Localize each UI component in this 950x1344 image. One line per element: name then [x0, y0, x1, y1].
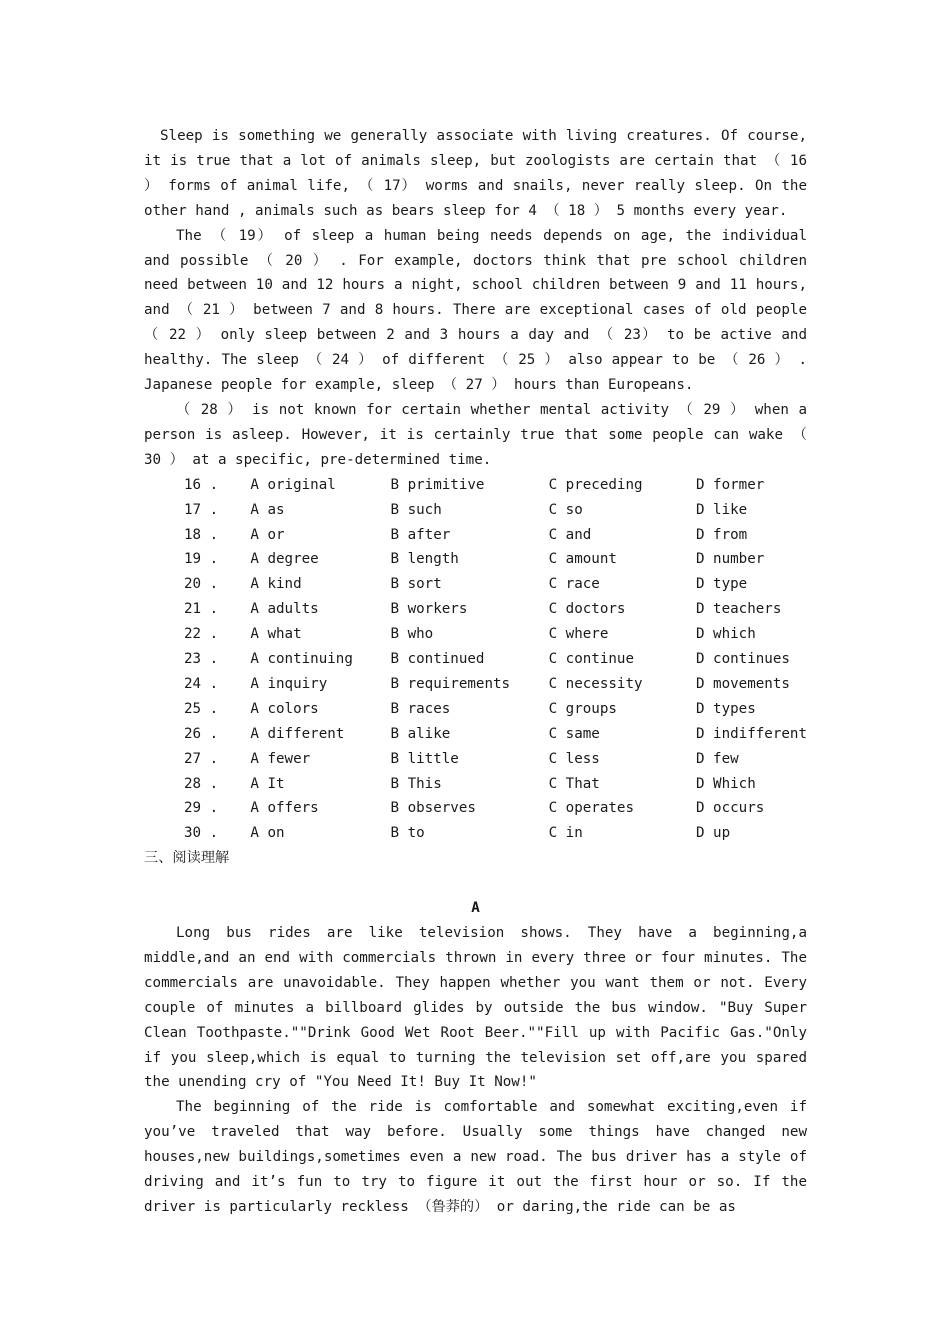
- option-a: A degree: [250, 551, 319, 568]
- option-b: B sort: [390, 576, 442, 593]
- option-d: D teachers: [695, 601, 782, 618]
- option-a: A continuing: [250, 651, 353, 668]
- question-row: [184, 498, 807, 523]
- option-c: C where: [548, 626, 609, 643]
- question-number: 29 .: [184, 800, 219, 817]
- cloze-paragraph-2: The （ 19） of sleep a human being needs depends on age, the individual and possible （ 20 ） . For example, doctors think that pre school children need between 10 and 12 hours a night, school children between 9 and 11 hours, and （ 21 ） between 7 and 8 hours. There are exceptional cases of old people （ 22 ） only sleep between 2 and 3 hours a day and （ 23） to be active and healthy. The sleep （ 24 ） of different （ 25 ） also appear to be （ 26 ） . Japanese people for example, sleep （ 27 ） hours than Europeans.: [144, 227, 807, 394]
- question-number: 21 .: [184, 601, 219, 618]
- option-b: B This: [390, 775, 442, 792]
- option-b: B after: [390, 526, 451, 543]
- option-c: C preceding: [548, 476, 643, 493]
- option-d: D type: [695, 576, 748, 593]
- option-d: D Which: [695, 775, 756, 792]
- option-d: D like: [695, 501, 748, 518]
- option-d: D occurs: [695, 800, 765, 817]
- option-c: C and: [548, 526, 592, 543]
- option-b: B such: [390, 501, 442, 518]
- option-c: C race: [548, 576, 600, 593]
- option-c: C less: [548, 750, 600, 767]
- question-row: [184, 473, 807, 498]
- question-row: [184, 597, 807, 622]
- section-heading: 三、阅读理解: [144, 850, 230, 867]
- option-b: B alike: [390, 725, 451, 742]
- option-b: B workers: [390, 601, 468, 618]
- option-d: D number: [695, 551, 765, 568]
- option-b: B little: [390, 750, 459, 767]
- question-number: 17 .: [184, 501, 219, 518]
- option-b: B requirements: [390, 675, 511, 692]
- option-d: D types: [695, 700, 756, 717]
- option-b: B to: [390, 825, 425, 842]
- option-a: A different: [250, 725, 345, 742]
- option-d: D which: [695, 626, 756, 643]
- option-d: D continues: [695, 651, 790, 668]
- option-c: C necessity: [548, 675, 643, 692]
- reading-paragraph-2: The beginning of the ride is comfortable and somewhat exciting,even if you’ve traveled that way before. Usually some things have changed new houses,new buildings,sometimes even a new road. The bus driver has a style of driving and it’s fun to try to figure it out the first hour or so. If the driver is particularly reckless （鲁莽的） or daring,the ride can be as: [144, 1099, 807, 1215]
- question-row: [184, 622, 807, 647]
- document-page: [144, 124, 807, 1220]
- option-a: A kind: [250, 576, 302, 593]
- question-number: 20 .: [184, 576, 219, 593]
- question-number: 25 .: [184, 700, 219, 717]
- option-a: A on: [250, 825, 285, 842]
- question-row: [184, 821, 807, 846]
- option-a: A colors: [250, 700, 319, 717]
- option-b: B length: [390, 551, 459, 568]
- cloze-paragraph-1: Sleep is something we generally associate with living creatures. Of course, it is true that a lot of animals sleep, but zoologists are certain that （ 16 ） forms of animal life, （ 17） worms and snails, never really sleep. On the other hand , animals such as bears sleep for 4 （ 18 ） 5 months every year.: [144, 128, 807, 219]
- passage-title: A: [471, 900, 480, 917]
- option-c: C so: [548, 501, 583, 518]
- question-row: [184, 572, 807, 597]
- option-d: D up: [695, 825, 731, 842]
- reading-paragraph-1: Long bus rides are like television shows. They have a beginning,a middle,and an end with commercials thrown in every three or four minutes. The commercials are unavoidable. They happen whether you want them or not. Every couple of minutes a billboard glides by outside the bus window. "Buy Super Clean Toothpaste.""Drink Good Wet Root Beer.""Fill up with Pacific Gas."Only if you sleep,which is equal to turning the television set off,are you spared the unending cry of "You Need It! Buy It Now!": [144, 924, 807, 1091]
- question-number: 28 .: [184, 775, 219, 792]
- option-a: A what: [250, 626, 302, 643]
- option-c: C operates: [548, 800, 635, 817]
- question-number: 23 .: [184, 651, 219, 668]
- option-b: B observes: [390, 800, 476, 817]
- option-b: B races: [390, 700, 451, 717]
- option-c: C That: [548, 775, 600, 792]
- question-row: [184, 697, 807, 722]
- option-d: D few: [695, 750, 739, 767]
- cloze-paragraph-3: （ 28 ） is not known for certain whether mental activity （ 29 ） when a person is asleep. However, it is certainly true that some people can wake （ 30 ） at a specific, pre-determined time.: [144, 401, 807, 468]
- question-number: 26 .: [184, 725, 219, 742]
- question-row: [184, 647, 807, 672]
- question-row: [184, 523, 807, 548]
- option-c: C doctors: [548, 601, 626, 618]
- question-number: 18 .: [184, 526, 219, 543]
- question-row: [184, 796, 807, 821]
- question-number: 27 .: [184, 750, 219, 767]
- question-number: 24 .: [184, 675, 219, 692]
- option-a: A as: [250, 501, 285, 518]
- option-a: A offers: [250, 800, 319, 817]
- option-d: D former: [695, 476, 765, 493]
- option-a: A adults: [250, 601, 319, 618]
- option-a: A inquiry: [250, 675, 328, 692]
- option-b: B who: [390, 626, 434, 643]
- option-a: A It: [250, 775, 285, 792]
- option-a: A original: [250, 476, 336, 493]
- option-c: C continue: [548, 651, 635, 668]
- question-row: [184, 672, 807, 697]
- question-number: 30 .: [184, 825, 219, 842]
- option-a: A fewer: [250, 750, 311, 767]
- question-row: [184, 772, 807, 797]
- option-c: C in: [548, 825, 583, 842]
- option-a: A or: [250, 526, 285, 543]
- option-d: D movements: [695, 675, 790, 692]
- option-b: B continued: [390, 651, 485, 668]
- option-c: C amount: [548, 551, 617, 568]
- question-row: [184, 722, 807, 747]
- question-number: 22 .: [184, 626, 219, 643]
- options-table: [184, 473, 807, 847]
- option-b: B primitive: [390, 476, 485, 493]
- question-row: [184, 747, 807, 772]
- question-row: [184, 547, 807, 572]
- question-number: 19 .: [184, 551, 219, 568]
- option-c: C same: [548, 725, 600, 742]
- question-number: 16 .: [184, 476, 219, 493]
- option-d: D from: [695, 526, 748, 543]
- option-d: D indifferent: [695, 725, 807, 742]
- option-c: C groups: [548, 700, 617, 717]
